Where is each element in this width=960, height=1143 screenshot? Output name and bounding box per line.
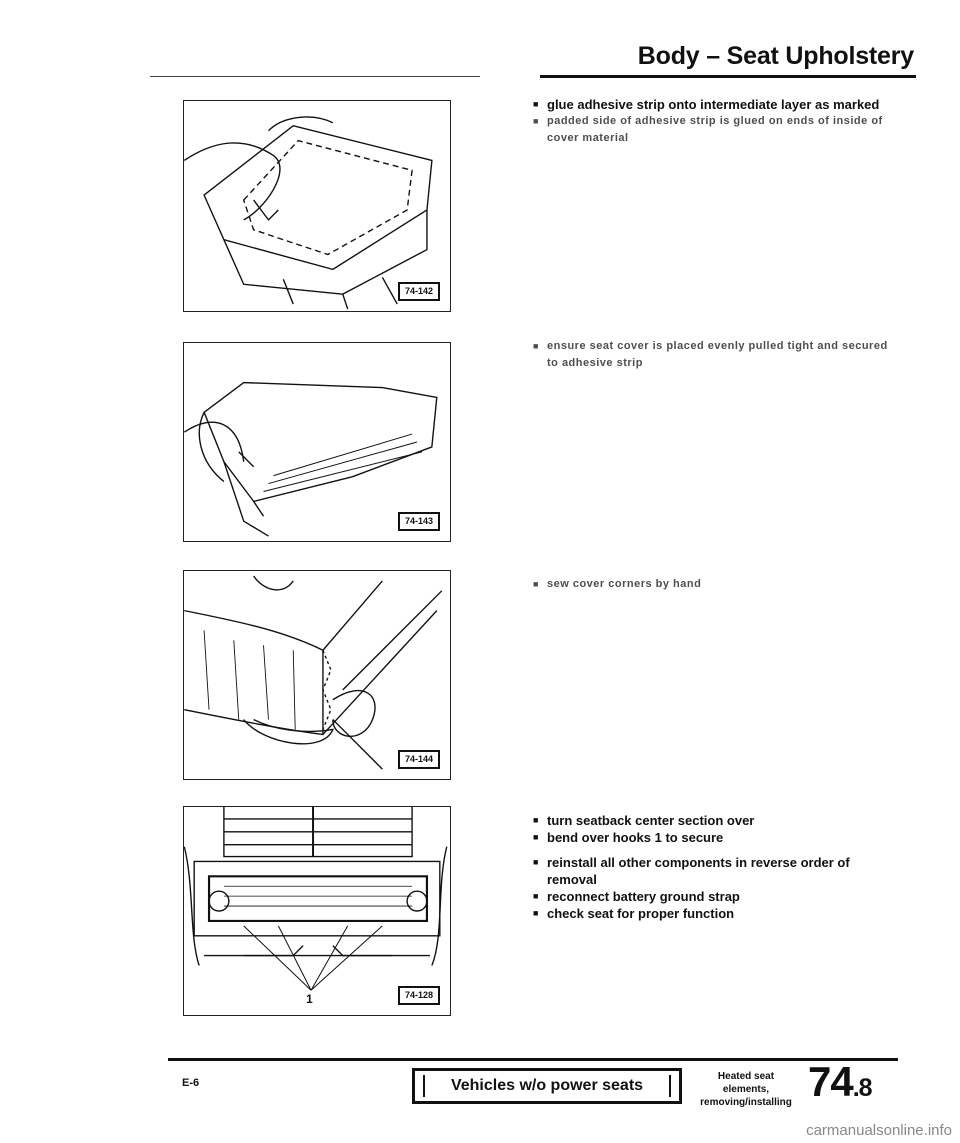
footer-note-line: Heated seat elements, [717, 1071, 775, 1095]
watermark: carmanualsonline.info [806, 1122, 952, 1139]
step-item: ■ padded side of adhesive strip is glued on ends of inside of cover material [533, 113, 893, 147]
footer-rule [168, 1058, 898, 1061]
figure-seat-cover [183, 342, 451, 542]
figure-tag: 74-128 [398, 986, 440, 1005]
step-item: ■ reconnect battery ground strap [533, 888, 893, 905]
step-item: ■ ensure seat cover is placed evenly pulled tight and secured to adhesive strip [533, 338, 893, 372]
step-item: ■ bend over hooks 1 to secure [533, 829, 893, 846]
callout-number: 1 [306, 992, 313, 1007]
step-block-glue [533, 96, 893, 147]
step-item: ■ sew cover corners by hand [533, 576, 893, 593]
step-block-reinstall [533, 854, 893, 922]
header-rule-thin [150, 76, 480, 77]
corner-sewing-illustration [184, 571, 450, 779]
step-item: ■ reinstall all other components in reverse order of removal [533, 854, 893, 888]
section-code [808, 1058, 872, 1106]
footer-note [694, 1070, 798, 1109]
seatback-frame-illustration [184, 807, 450, 1015]
step-item: ■ glue adhesive strip onto intermediate layer as marked [533, 96, 893, 113]
footer-section-box [412, 1068, 682, 1104]
step-block-sew [533, 576, 893, 593]
figure-tag: 74-143 [398, 512, 440, 531]
figure-seatback-hooks [183, 806, 451, 1016]
figure-glue-strip [183, 100, 451, 312]
page-number: E-6 [182, 1077, 200, 1089]
seat-cushion-illustration [184, 101, 450, 311]
figure-sew-corners [183, 570, 451, 780]
step-item: ■ check seat for proper function [533, 905, 893, 922]
figure-tag: 74-142 [398, 282, 440, 301]
step-item: ■ turn seatback center section over [533, 812, 893, 829]
section-code-sub: .8 [852, 1074, 872, 1102]
footer-box-label: Vehicles w/o power seats [450, 1077, 644, 1094]
page-title: Body – Seat Upholstery [637, 42, 914, 70]
section-code-main: 74 [808, 1058, 853, 1105]
step-block-cover [533, 338, 893, 372]
step-block-hooks [533, 812, 893, 846]
footer-note-line: removing/installing [700, 1097, 792, 1108]
header-rule-thick [540, 75, 916, 78]
figure-tag: 74-144 [398, 750, 440, 769]
